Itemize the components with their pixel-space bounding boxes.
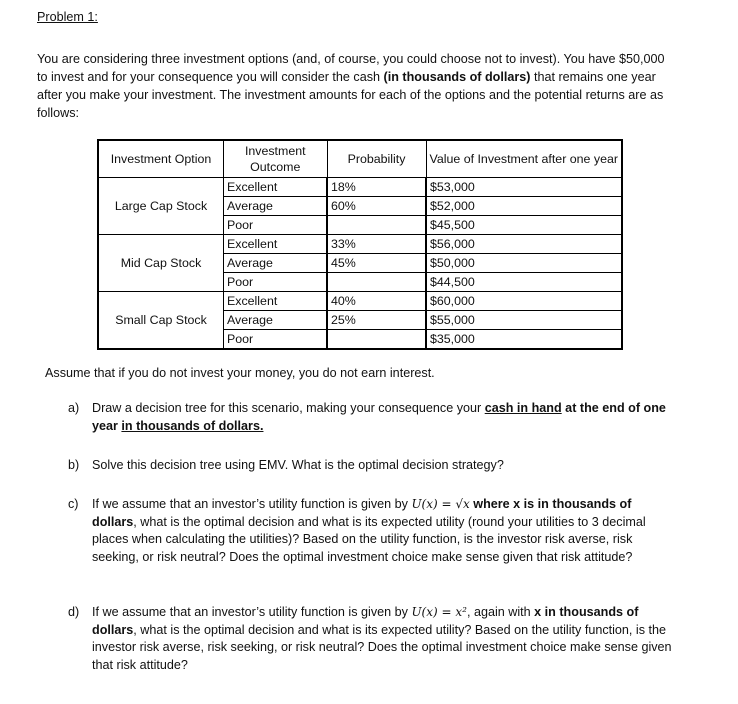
q-math: U(x) = √x — [411, 497, 470, 511]
q-text: , what is the optimal decision and what is its expected utility (round your utilities to 3 decimal places when calculating the utilities)? Based on the utility function, is the investor risk averse, risk seeking, or risk neutral? Does the optimal investment choice make sense given that risk attitude? — [92, 514, 646, 564]
intro-paragraph — [37, 50, 677, 122]
header-outcome: Investment Outcome — [224, 140, 328, 178]
question-label: d) — [68, 605, 80, 619]
prob-cell: 25% — [327, 311, 426, 330]
investment-table — [97, 139, 623, 350]
outcome-cell: Poor — [224, 273, 328, 292]
outcome-cell: Excellent — [224, 178, 328, 197]
outcome-cell: Average — [224, 254, 328, 273]
intro-bold: (in thousands of dollars) — [383, 70, 531, 84]
prob-cell: 40% — [327, 292, 426, 311]
table-row — [98, 178, 622, 197]
outcome-cell: Average — [224, 197, 328, 216]
q-text: If we assume that an investor’s utility function is given by — [92, 497, 412, 511]
outcome-cell: Excellent — [224, 235, 328, 254]
question-a — [68, 400, 678, 435]
header-probability: Probability — [327, 140, 426, 178]
q-text: , what is the optimal decision and what is its expected utility? Based on the utility function, is the investor risk averse, risk seeking, or risk neutral? Does the optimal investment choice make sense given that risk attitude? — [92, 622, 672, 672]
question-c — [68, 496, 678, 566]
question-label: c) — [68, 497, 79, 511]
intro-text: You are considering three investment options (and, of course, you could choose not to invest). You have $50,000 to invest and for your consequence you will consider the cash — [37, 52, 665, 84]
option-cell: Small Cap Stock — [98, 292, 224, 350]
question-b — [68, 457, 678, 475]
q-bold-underline: in thousands of dollars. — [121, 418, 264, 433]
q-text: If we assume that an investor’s utility function is given by — [92, 605, 412, 619]
value-cell: $56,000 — [426, 235, 622, 254]
prob-cell: 18% — [327, 178, 426, 197]
problem-title: Problem 1: — [37, 10, 98, 24]
question-label: a) — [68, 401, 80, 415]
value-cell: $53,000 — [426, 178, 622, 197]
prob-cell — [327, 330, 426, 350]
value-cell: $44,500 — [426, 273, 622, 292]
q-math: U(x) = x² — [411, 605, 467, 619]
table-row — [98, 292, 622, 311]
value-cell: $50,000 — [426, 254, 622, 273]
value-cell: $52,000 — [426, 197, 622, 216]
outcome-cell: Average — [224, 311, 328, 330]
outcome-cell: Poor — [224, 216, 328, 235]
q-bold: where x is in thousands of dollars — [92, 497, 632, 529]
table-row — [98, 235, 622, 254]
q-text: Solve this decision tree using EMV. What is the optimal decision strategy? — [92, 458, 504, 472]
option-cell: Large Cap Stock — [98, 178, 224, 235]
header-option: Investment Option — [98, 140, 224, 178]
value-cell: $60,000 — [426, 292, 622, 311]
value-cell: $45,500 — [426, 216, 622, 235]
prob-cell: 33% — [327, 235, 426, 254]
q-text: Draw a decision tree for this scenario, making your consequence your — [92, 401, 485, 415]
prob-cell — [327, 273, 426, 292]
prob-cell — [327, 216, 426, 235]
q-bold: at the end of one year — [92, 401, 666, 433]
q-bold: x in thousands of dollars — [92, 605, 639, 637]
value-cell: $35,000 — [426, 330, 622, 350]
assumption-text: Assume that if you do not invest your money, you do not earn interest. — [45, 366, 435, 380]
q-bold-underline: cash in hand — [484, 401, 562, 415]
outcome-cell: Poor — [224, 330, 328, 350]
outcome-cell: Excellent — [224, 292, 328, 311]
question-label: b) — [68, 458, 80, 472]
q-text: , again with — [466, 605, 535, 619]
prob-cell: 45% — [327, 254, 426, 273]
option-cell: Mid Cap Stock — [98, 235, 224, 292]
value-cell: $55,000 — [426, 311, 622, 330]
header-value: Value of Investment after one year — [426, 140, 622, 178]
prob-cell: 60% — [327, 197, 426, 216]
intro-end: that remains one year after you make your investment. The investment amounts for each of the options and the potential returns are as follows: — [37, 70, 664, 120]
question-d — [68, 604, 678, 674]
